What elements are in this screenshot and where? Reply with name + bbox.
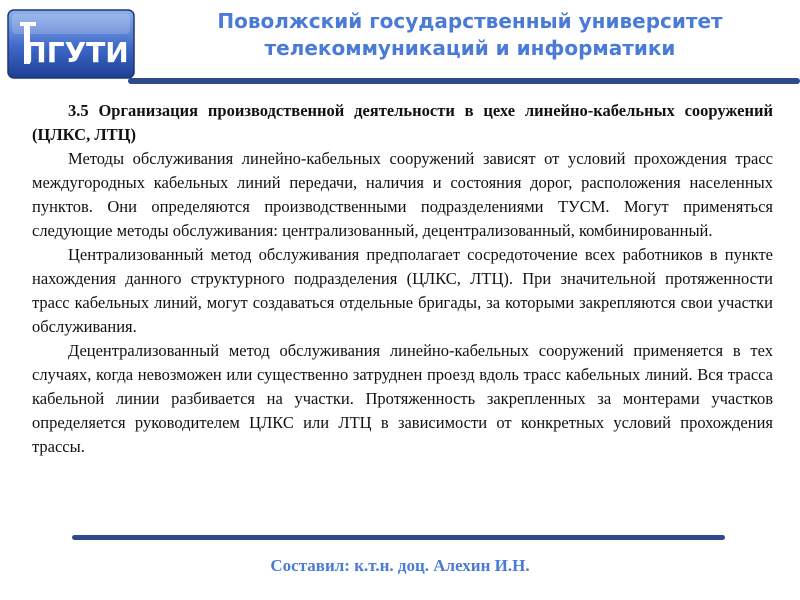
- section-heading: 3.5 Организация производственной деятельности в цехе линейно-кабельных сооружений (ЦЛКС, ЛТЦ): [32, 101, 773, 144]
- university-logo: [6, 8, 136, 80]
- paragraph-methods: Методы обслуживания линейно-кабельных сооружений зависят от условий прохождения трасс междугородных кабельных линий передачи, наличия и состояния дорог, расположения населенных пунктов. Они определяются производственными подразделениями ТУСМ. Могут применяться следующие методы обслуживания: централизованный, децентрализованный, комбинированный.: [32, 149, 773, 240]
- paragraph-centralized: Централизованный метод обслуживания предполагает сосредоточение всех работников в пункте нахождения данного структурного подразделения (ЦЛКС, ЛТЦ). При значительной протяженности трасс кабельных линий, могут создаваться отдельные бригады, за которыми закрепляются свои участки обслуживания.: [32, 245, 773, 336]
- header-divider: [128, 78, 800, 84]
- logo-text: ПГУТИ: [23, 36, 129, 69]
- pguti-logo-icon: [6, 8, 136, 80]
- paragraph-decentralized: Децентрализованный метод обслуживания линейно-кабельных сооружений применяется в тех случаях, когда невозможен или существенно затруднен проезд вдоль трасс кабельных линий. Вся трасса кабельной линии разбивается на участки. Протяженность закрепленных за монтерами участков определяется руководителем ЦЛКС или ЛТЦ в зависимости от конкретных условий прохождения трассы.: [32, 341, 773, 456]
- footer-divider: [72, 535, 725, 540]
- document-body: [32, 99, 773, 459]
- author-credit: Составил: к.т.н. доц. Алехин И.Н.: [270, 556, 530, 575]
- university-name-line1: Поволжский государственный университет: [217, 9, 723, 33]
- university-name-line2: телекоммуникаций и информатики: [264, 36, 676, 60]
- university-name: [170, 8, 770, 62]
